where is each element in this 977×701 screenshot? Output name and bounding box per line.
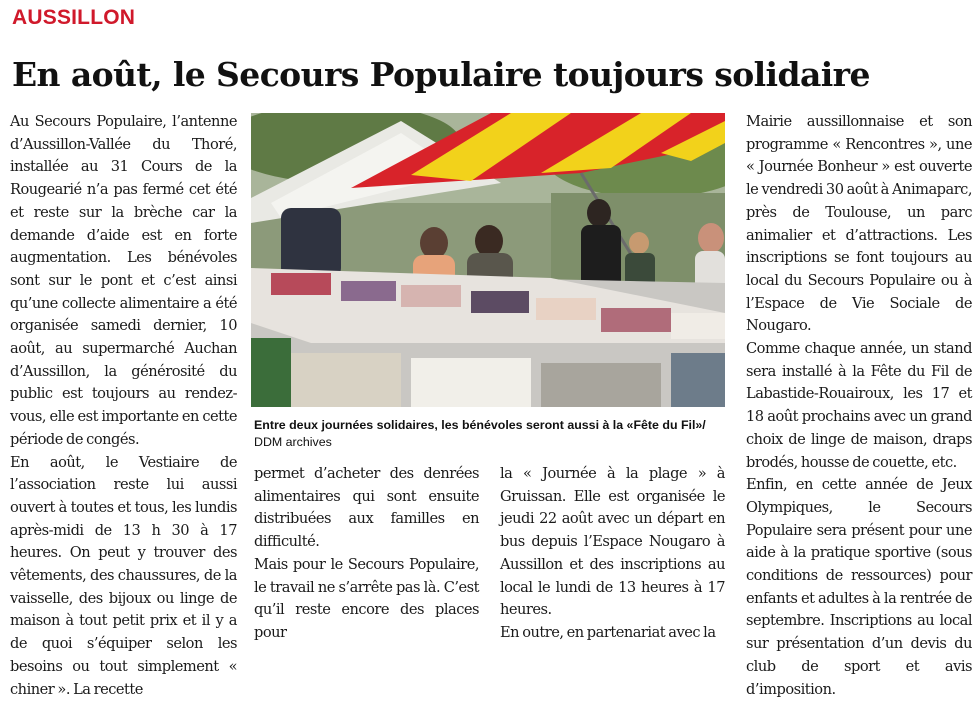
kicker-label: AUSSILLON [12,6,136,29]
paragraph: Enfin, en cette année de Jeux Olympiques, le Secours Populaire sera présent pour une aide à la pratique sportive (sous conditions de ressources) pour enfants et adultes à la rentrée de septembre. Inscriptions au local sur présentation d’un devis du club de sport et avis d’imposition. [746,476,972,698]
paragraph: En outre, en partenariat avec la [500,623,716,641]
paragraph: permet d’acheter des denrées alimentaires qui sont ensuite distribuées aux familles en difficulté. [254,465,479,551]
paragraph: Mais pour le Secours Populaire, le travail ne s’arrête pas là. C’est qu’il reste encore des places pour [254,555,479,641]
paragraph: Mairie aussillonnaise et son programme « Rencontres », une « Journée Bonheur » est ouverte le vendredi 30 août à Animaparc, près de Toulouse, un parc animalier et d’attractions. Les inscriptions se font toujours au local du Secours Populaire ou à l’Espace de Vie Sociale de Nougaro. [746,113,972,335]
paragraph: Au Secours Populaire, l’antenne d’Aussillon-Vallée du Thoré, installée au 31 Cours de la Rougearié n’a pas fermé cet été et reste sur la brèche car la demande d’aide est en forte augmentation. Les bénévoles sont sur le pont et c’est ainsi qu’une collecte alimentaire a été organisée samedi dernier, 10 août, au supermarché Auchan d’Aussillon, la générosité du public est toujours au rendez-vous, elle est importante en cette période de congés. [10,113,237,448]
column-3 [500,463,725,645]
photo-caption [254,417,724,451]
headline: En août, le Secours Populaire toujours solidaire [12,55,870,94]
column-4 [746,111,972,701]
market-stall-photo [251,113,725,407]
column-2 [254,463,479,645]
paragraph: Comme chaque année, un stand sera installé à la Fête du Fil de Labastide-Rouairoux, les 17 et 18 août prochains avec un grand choix de linge de maison, draps brodés, housse de couette, etc. [746,340,972,471]
paragraph: la « Journée à la plage » à Gruissan. Elle est organisée le jeudi 22 août avec un départ en bus depuis l’Espace Nougaro à Aussillon et des inscriptions au local le lundi de 13 heures à 17 heures. [500,465,725,619]
caption-text: Entre deux journées solidaires, les bénévoles seront aussi à la «Fête du Fil»/ [254,418,706,432]
photo-credit: DDM archives [254,435,332,449]
column-1 [10,111,237,701]
paragraph: En août, le Vestiaire de l’association reste lui aussi ouvert à toutes et tous, les lundis après-midi de 13 h 30 à 17 heures. On peut y trouver des vêtements, des chaussures, de la vaisselle, des bijoux ou linge de maison à tout petit prix et il y a de quoi s’équiper selon les besoins ou tout simplement « chiner ». La recette [10,453,237,698]
